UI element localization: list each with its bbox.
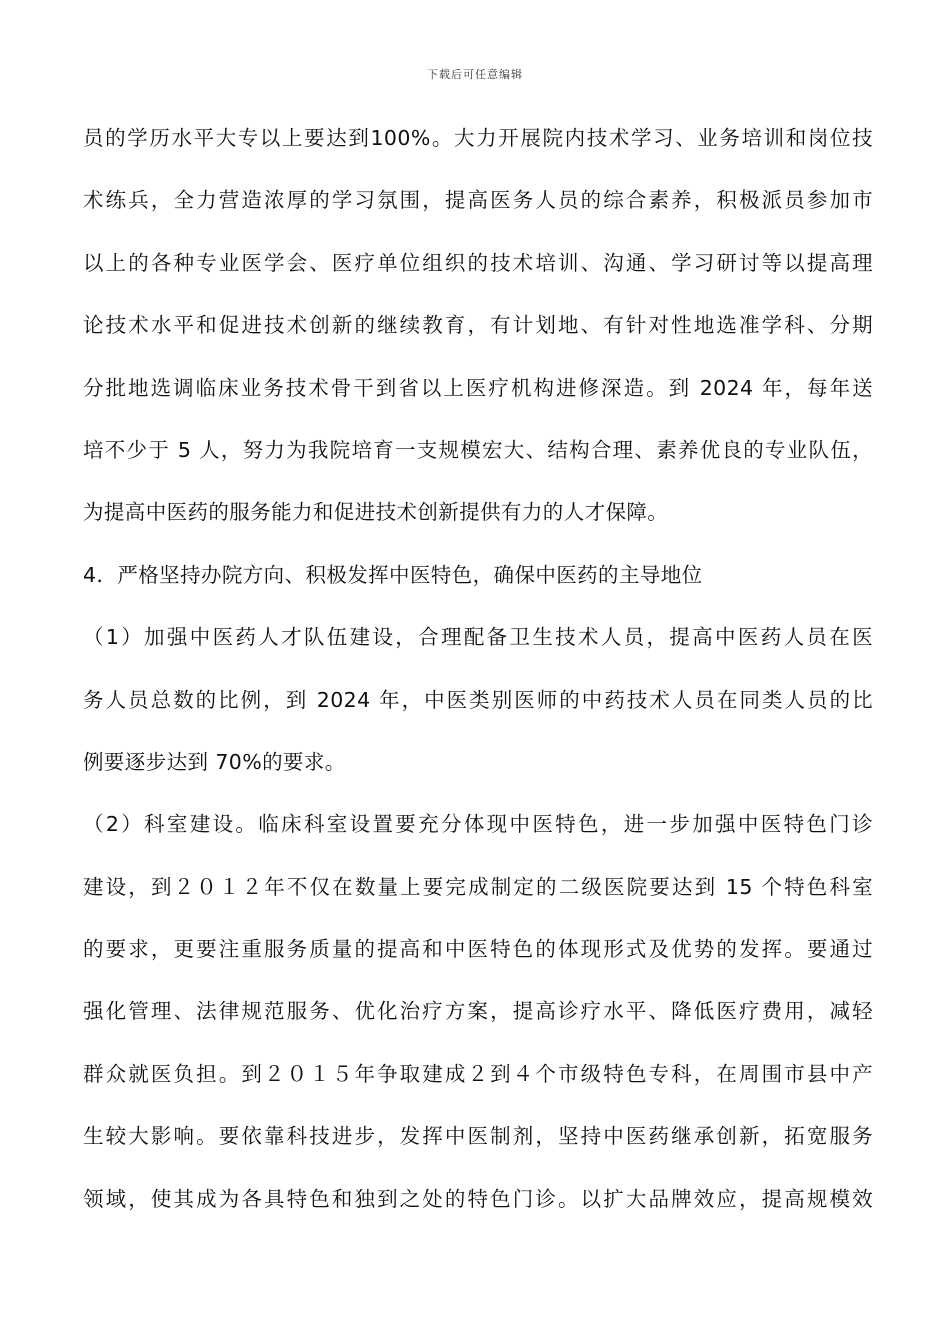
body-line: 生较大影响。要依靠科技进步，发挥中医制剂，坚持中医药继承创新，拓宽服务 bbox=[83, 1124, 873, 1149]
body-line: 以上的各种专业医学会、医疗单位组织的技术培训、沟通、学习研讨等以提高理 bbox=[83, 250, 873, 275]
body-line: 的要求，更要注重服务质量的提高和中医特色的体现形式及优势的发挥。要通过 bbox=[83, 937, 873, 962]
body-line: 术练兵，全力营造浓厚的学习氛围，提高医务人员的综合素养，积极派员参加市 bbox=[83, 188, 873, 213]
page-header: 下载后可任意编辑 bbox=[427, 68, 523, 81]
body-line: 分批地选调临床业务技术骨干到省以上医疗机构进修深造。到 2024 年，每年送 bbox=[83, 375, 873, 400]
body-line: 论技术水平和促进技术创新的继续教育，有计划地、有针对性地选准学科、分期 bbox=[83, 313, 873, 338]
body-line: 务人员总数的比例，到 2024 年，中医类别医师的中药技术人员在同类人员的比 bbox=[83, 687, 873, 712]
body-line: 员的学历水平大专以上要达到100%。大力开展院内技术学习、业务培训和岗位技 bbox=[83, 126, 873, 150]
section-heading: 4．严格坚持办院方向、积极发挥中医特色，确保中医药的主导地位 bbox=[83, 562, 703, 587]
body-line: 为提高中医药的服务能力和促进技术创新提供有力的人才保障。 bbox=[83, 500, 669, 525]
body-line: （1）加强中医药人才队伍建设，合理配备卫生技术人员，提高中医药人员在医 bbox=[83, 625, 873, 650]
body-line: （2）科室建设。临床科室设置要充分体现中医特色，进一步加强中医特色门诊 bbox=[83, 812, 873, 837]
body-line: 群众就医负担。到２０１５年争取建成２到４个市级特色专科，在周围市县中产 bbox=[83, 1061, 873, 1086]
body-line: 领域，使其成为各具特色和独到之处的特色门诊。以扩大品牌效应，提高规模效 bbox=[83, 1186, 873, 1211]
body-line: 强化管理、法律规范服务、优化治疗方案，提高诊疗水平、降低医疗费用，减轻 bbox=[83, 999, 873, 1024]
body-line: 例要逐步达到 70%的要求。 bbox=[83, 749, 346, 774]
body-line: 培不少于 5 人，努力为我院培育一支规模宏大、结构合理、素养优良的专业队伍， bbox=[83, 437, 873, 462]
document-body bbox=[83, 118, 883, 1241]
body-line: 建设，到２０１２年不仅在数量上要完成制定的二级医院要达到 15 个特色科室 bbox=[83, 874, 873, 899]
